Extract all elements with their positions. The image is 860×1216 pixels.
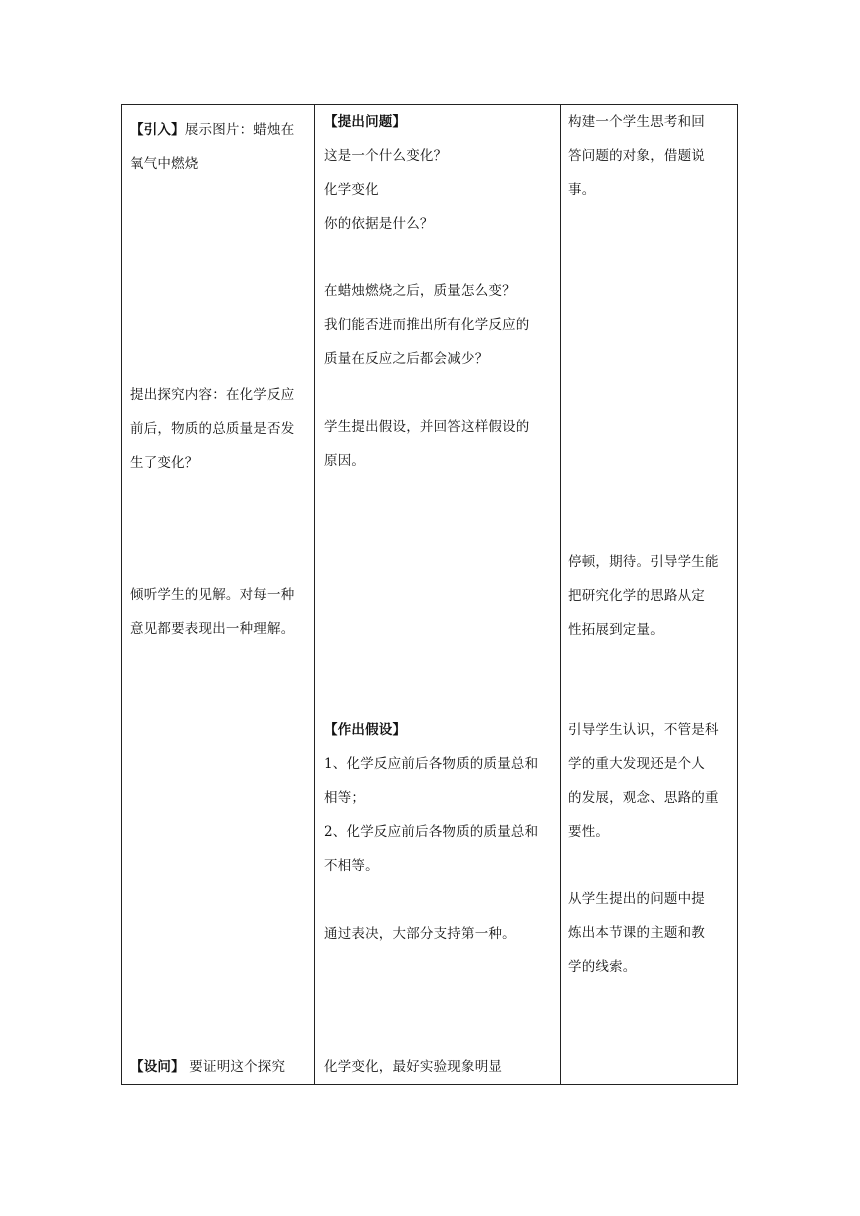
explore-line: 提出探究内容：在化学反应 (130, 387, 295, 403)
intent-line: 学的重大发现还是个人 (568, 756, 705, 772)
question-line: 这是一个什么变化？ (324, 148, 448, 164)
intent-line: 答问题的对象，借题说 (568, 148, 705, 164)
hypothesis-line: 不相等。 (324, 858, 379, 874)
intent-line: 从学生提出的问题中提 (568, 891, 705, 907)
intent-line: 学的线索。 (568, 959, 637, 975)
intent-line: 事。 (568, 182, 596, 198)
column-divider (314, 105, 315, 1084)
intro-heading: 【引入】 (130, 122, 185, 138)
hypothesis-line: 相等； (324, 790, 366, 806)
column-divider (560, 105, 561, 1084)
hypothesis-intro-line: 原因。 (324, 453, 366, 469)
last-line: 化学变化，最好实验现象明显 (324, 1059, 503, 1075)
hypothesis-intro-line: 学生提出假设，并回答这样假设的 (324, 419, 530, 435)
question-line: 化学变化 (324, 182, 379, 198)
question-line: 在蜡烛燃烧之后，质量怎么变？ (324, 283, 516, 299)
question-heading: 【提出问题】 (324, 114, 407, 130)
intent-line: 的发展，观念、思路的重 (568, 790, 719, 806)
intro-line-2: 氧气中燃烧 (130, 156, 199, 172)
hypothesis-line: 2、化学反应前后各物质的质量总和 (324, 824, 539, 840)
lesson-table (121, 104, 738, 1085)
ask-text: 要证明这个探究 (184, 1059, 286, 1075)
listen-line: 倾听学生的见解。对每一种 (130, 587, 295, 603)
hypothesis-line: 1、化学反应前后各物质的质量总和 (324, 756, 539, 772)
listen-line: 意见都要表现出一种理解。 (130, 621, 295, 637)
ask-line (130, 1050, 285, 1085)
explore-line: 前后，物质的总质量是否发 (130, 421, 295, 437)
question-line: 我们能否进而推出所有化学反应的 (324, 317, 530, 333)
intent-line: 把研究化学的思路从定 (568, 588, 705, 604)
intent-line: 性拓展到定量。 (568, 622, 664, 638)
question-line: 质量在反应之后都会减少？ (324, 351, 489, 367)
question-line: 你的依据是什么？ (324, 216, 434, 232)
intent-line: 引导学生认识，不管是科 (568, 722, 719, 738)
intro-text: 展示图片：蜡烛在 (184, 122, 295, 138)
intent-line: 炼出本节课的主题和教 (568, 925, 705, 941)
vote-line: 通过表决，大部分支持第一种。 (324, 926, 516, 942)
hypothesis-heading: 【作出假设】 (324, 722, 407, 738)
intent-line: 停顿，期待。引导学生能 (568, 554, 719, 570)
intent-line: 构建一个学生思考和回 (568, 114, 705, 130)
intent-line: 要性。 (568, 824, 610, 840)
intro-line (130, 113, 294, 148)
ask-heading: 【设问】 (130, 1059, 185, 1075)
explore-line: 生了变化？ (130, 455, 199, 471)
